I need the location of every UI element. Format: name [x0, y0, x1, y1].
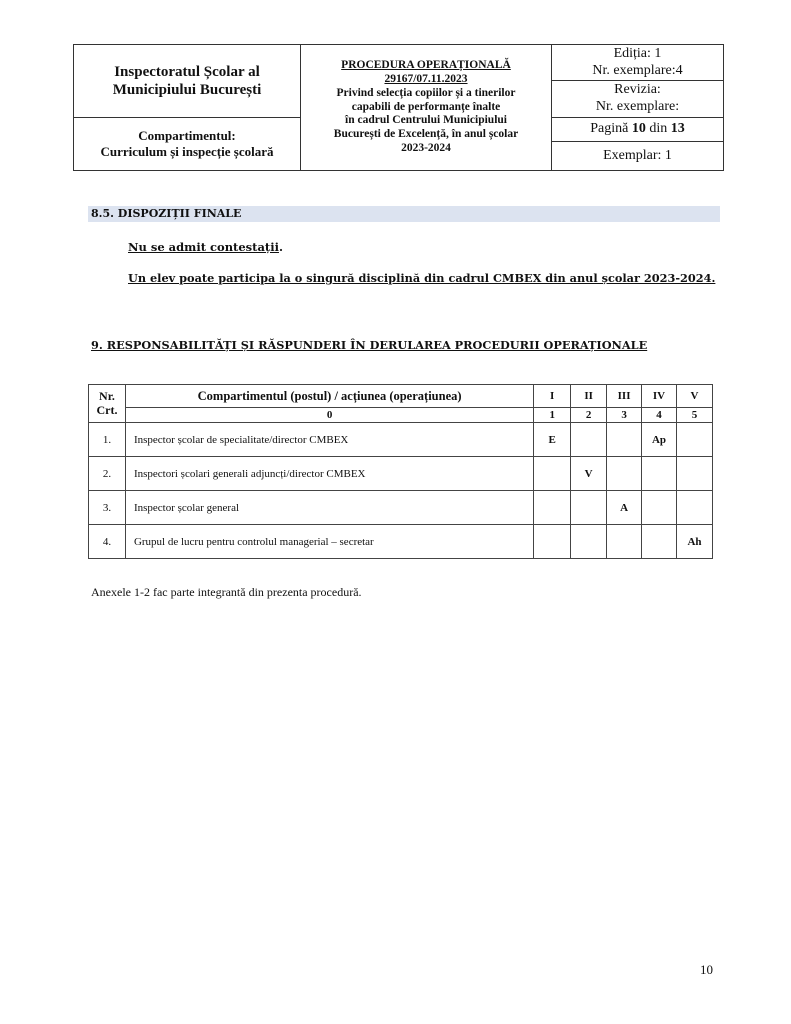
page-cell [552, 118, 724, 142]
row-mark [642, 457, 677, 491]
row-mark [607, 457, 642, 491]
row-mark: Ap [642, 423, 677, 457]
row-mark [676, 423, 712, 457]
institution-cell [74, 45, 301, 118]
row-number: 3. [89, 491, 126, 525]
row-mark [642, 491, 677, 525]
row-mark: Ah [676, 525, 712, 559]
index-cell: 2 [571, 408, 607, 423]
row-number: 1. [89, 423, 126, 457]
row-mark [571, 491, 607, 525]
table-row [89, 525, 713, 559]
row-department: Inspector școlar de specialitate/director CMBEX [125, 423, 533, 457]
page-total: 13 [670, 121, 685, 137]
row-mark [642, 525, 677, 559]
institution-line: Municipiului București [112, 82, 262, 98]
row-mark [571, 423, 607, 457]
responsibility-table [88, 384, 713, 559]
table-row [89, 457, 713, 491]
subject-line: 2023-2024 [401, 141, 451, 154]
subject-line: Privind selecția copiilor și a tinerilor [336, 86, 516, 99]
annex-note: Anexele 1-2 fac parte integrantă din prezenta procedură. [91, 585, 362, 599]
subject-line: București de Excelență, în anul școlar [333, 128, 519, 141]
section-8-5-heading: 8.5. DISPOZIȚII FINALE [88, 206, 720, 222]
table-row [89, 423, 713, 457]
header-table [73, 44, 724, 171]
header-col: III [607, 385, 642, 408]
table-row [89, 491, 713, 525]
row-department: Inspector școlar general [125, 491, 533, 525]
no-appeals-text: Nu se admit contestații [128, 240, 279, 254]
procedure-title: PROCEDURA OPERAȚIONALĂ [341, 59, 511, 72]
row-mark [571, 525, 607, 559]
department-line: Compartimentul: [138, 128, 236, 144]
header-department: Compartimentul (postul) / acțiunea (operațiunea) [125, 385, 533, 408]
subject-line: în cadrul Centrului Municipiului [345, 114, 507, 127]
procedure-number: 29167/07.11.2023 [384, 73, 468, 85]
row-mark: V [571, 457, 607, 491]
row-department: Grupul de lucru pentru controlul managerial – secretar [125, 525, 533, 559]
index-cell: 0 [125, 408, 533, 423]
row-mark [534, 491, 571, 525]
paragraph-2: Un elev poate participa la o singură disciplină din cadrul CMBEX din anul școlar 2023-2024. [128, 271, 716, 285]
row-mark [607, 525, 642, 559]
page-label: Pagină [590, 121, 632, 137]
institution-line: Inspectoratul Școlar al [114, 64, 260, 80]
page-label: din [645, 121, 671, 137]
row-number: 4. [89, 525, 126, 559]
procedure-cell [301, 45, 552, 171]
header-col: IV [642, 385, 677, 408]
row-mark: A [607, 491, 642, 525]
edition-cell [552, 45, 724, 81]
row-mark [676, 457, 712, 491]
revision: Revizia: [614, 82, 661, 98]
index-cell: 4 [642, 408, 677, 423]
copies: Nr. exemplare: [595, 99, 680, 114]
page-number: 10 [700, 962, 713, 977]
revision-cell [552, 81, 724, 118]
section-9-heading: 9. RESPONSABILITĂȚI ȘI RĂSPUNDERI ÎN DERULAREA PROCEDURII OPERAȚIONALE [91, 338, 648, 352]
page-current: 10 [631, 121, 646, 137]
row-mark [534, 525, 571, 559]
header-nr: Nr. Crt. [89, 385, 126, 423]
period: . [278, 240, 283, 254]
row-mark: E [534, 423, 571, 457]
copies: Nr. exemplare:4 [592, 62, 683, 78]
department-cell [74, 118, 301, 171]
department-line: Curriculum și inspecție școlară [100, 144, 274, 159]
header-col: I [534, 385, 571, 408]
index-cell: 3 [607, 408, 642, 423]
index-cell: 1 [534, 408, 571, 423]
paragraph-1 [128, 240, 283, 254]
subject-line: capabili de performanțe înalte [351, 100, 501, 113]
header-col: II [571, 385, 607, 408]
row-mark [607, 423, 642, 457]
row-number: 2. [89, 457, 126, 491]
row-department: Inspectori școlari generali adjuncți/director CMBEX [125, 457, 533, 491]
header-col: V [676, 385, 712, 408]
index-cell: 5 [676, 408, 712, 423]
row-mark [534, 457, 571, 491]
row-mark [676, 491, 712, 525]
edition: Ediția: 1 [613, 45, 662, 61]
exemplar-cell: Exemplar: 1 [552, 142, 724, 171]
